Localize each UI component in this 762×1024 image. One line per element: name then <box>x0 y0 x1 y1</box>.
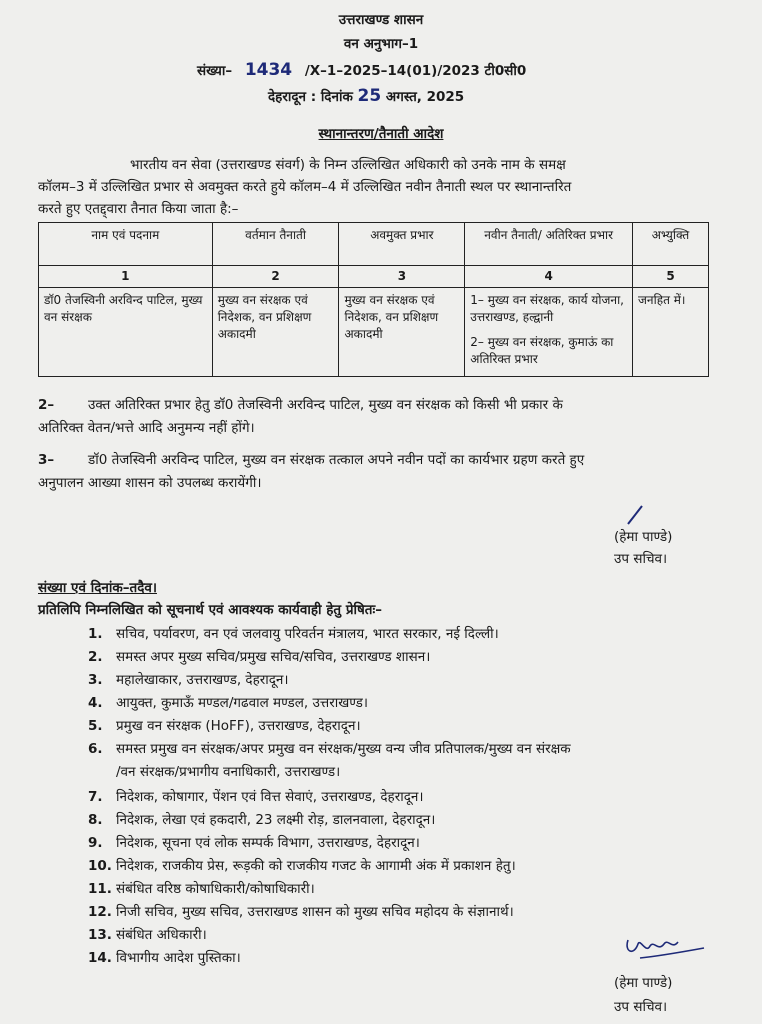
list-item: 5. प्रमुख वन संरक्षक (HoFF), उत्तराखण्ड, देहरादून। <box>88 718 361 734</box>
list-item: 11. संबंधित वरिष्ठ कोषाधिकारी/कोषाधिकारी। <box>88 881 315 897</box>
table-row <box>39 288 709 377</box>
copy-heading: प्रतिलिपि निम्नलिखित को सूचनार्थ एवं आवश्यक कार्यवाही हेतु प्रेषितः– <box>38 602 382 618</box>
column-number: 4 <box>465 266 633 288</box>
signatory-designation: उप सचिव। <box>614 551 668 567</box>
signature-mark <box>624 502 648 528</box>
list-item: 14. विभागीय आदेश पुस्तिका। <box>88 950 241 966</box>
column-number: 2 <box>212 266 339 288</box>
intro-line-1: भारतीय वन सेवा (उत्तराखण्ड संवर्ग) के निम्न उल्लिखित अधिकारी को उनके नाम के समक्ष <box>130 157 566 173</box>
list-item: 6. समस्त प्रमुख वन संरक्षक/अपर प्रमुख वन संरक्षक/मुख्य वन्य जीव प्रतिपालक/मुख्य वन संरक्षक <box>88 741 571 757</box>
para2-line-1: उक्त अतिरिक्त प्रभार हेतु डॉ0 तेजस्विनी अरविन्द पाटिल, मुख्य वन संरक्षक को किसी भी प्रकार के <box>88 397 563 413</box>
place-date-prefix: देहरादून : दिनांक <box>268 89 353 105</box>
remark-cell: जनहित में। <box>633 288 709 377</box>
header-cell: नाम एवं पदनाम <box>39 223 213 266</box>
new-posting-cell <box>465 288 633 377</box>
new-posting-1: 1– मुख्य वन संरक्षक, कार्य योजना, उत्तराखण्ड, हल्द्वानी <box>470 293 624 324</box>
signatory-name: (हेमा पाण्डे) <box>614 975 673 991</box>
ref-suffix: /X–1–2025–14(01)/2023 टी0सी0 <box>304 63 527 79</box>
list-item: 12. निजी सचिव, मुख्य सचिव, उत्तराखण्ड शासन को मुख्य सचिव महोदय के संज्ञानार्थ। <box>88 904 514 920</box>
date-day: 25 <box>357 86 382 106</box>
column-number: 3 <box>339 266 465 288</box>
header-cell: नवीन तैनाती/ अतिरिक्त प्रभार <box>465 223 633 266</box>
header-cell: वर्तमान तैनाती <box>212 223 339 266</box>
list-item: 2. समस्त अपर मुख्य सचिव/प्रमुख सचिव/सचिव, उत्तराखण्ड शासन। <box>88 649 431 665</box>
copy-reference: संख्या एवं दिनांक–तदैव। <box>38 580 157 596</box>
table-header-row <box>39 223 709 266</box>
list-item: 9. निदेशक, सूचना एवं लोक सम्पर्क विभाग, उत्तराखण्ड, देहरादून। <box>88 835 420 851</box>
ref-number: 1434 <box>244 60 293 80</box>
para3-line-1: डॉ0 तेजस्विनी अरविन्द पाटिल, मुख्य वन संरक्षक तत्काल अपने नवीन पदों का कार्यभार ग्रहण करते हुए <box>88 452 585 468</box>
list-item: 4. आयुक्त, कुमाऊँ मण्डल/गढवाल मण्डल, उत्तराखण्ड। <box>88 695 369 711</box>
header-cell: अवमुक्त प्रभार <box>339 223 465 266</box>
signatory-designation: उप सचिव। <box>614 999 668 1015</box>
para2-line-2: अतिरिक्त वेतन/भत्ते आदि अनुमन्य नहीं होंगे। <box>38 420 255 436</box>
place-date-line <box>268 86 464 106</box>
table-number-row <box>39 266 709 288</box>
relieved-charge-cell: मुख्य वन संरक्षक एवं निदेशक, वन प्रशिक्षण अकादमी <box>339 288 465 377</box>
list-item: 1. सचिव, पर्यावरण, वन एवं जलवायु परिवर्तन मंत्रालय, भारत सरकार, नई दिल्ली। <box>88 626 499 642</box>
new-posting-2: 2– मुख्य वन संरक्षक, कुमाऊं का अतिरिक्त प्रभार <box>470 335 614 366</box>
officer-name-cell: डॉ0 तेजस्विनी अरविन्द पाटिल, मुख्य वन संरक्षक <box>39 288 213 377</box>
para3-number: 3– <box>38 452 55 468</box>
reference-line <box>197 60 526 80</box>
signatory-name: (हेमा पाण्डे) <box>614 529 673 545</box>
current-posting-cell: मुख्य वन संरक्षक एवं निदेशक, वन प्रशिक्षण अकादमी <box>212 288 339 377</box>
intro-line-3: करते हुए एतद्द्वारा तैनात किया जाता है:– <box>38 201 239 217</box>
intro-line-2: कॉलम–3 में उल्लिखित प्रभार से अवमुक्त करते हुये कॉलम–4 में उल्लिखित नवीन तैनाती स्थल पर स्थानान्तरित <box>38 179 572 195</box>
list-item: 10. निदेशक, राजकीय प्रेस, रूड़की को राजकीय गजट के आगामी अंक में प्रकाशन हेतु। <box>88 858 516 874</box>
list-item: 13. संबंधित अधिकारी। <box>88 927 207 943</box>
para3-line-2: अनुपालन आख्या शासन को उपलब्ध करायेंगी। <box>38 475 262 491</box>
column-number: 5 <box>633 266 709 288</box>
ref-label: संख्या– <box>197 63 233 79</box>
list-item: 8. निदेशक, लेखा एवं हकदारी, 23 लक्ष्मी रोड़, डालनवाला, देहरादून। <box>88 812 436 828</box>
para2-number: 2– <box>38 397 55 413</box>
column-number: 1 <box>39 266 213 288</box>
section-heading: वन अनुभाग–1 <box>343 36 419 52</box>
list-item: 7. निदेशक, कोषागार, पेंशन एवं वित्त सेवाएं, उत्तराखण्ड, देहरादून। <box>88 789 424 805</box>
govt-heading: उत्तराखण्ड शासन <box>338 12 424 28</box>
list-item-continuation: /वन संरक्षक/प्रभागीय वनाधिकारी, उत्तराखण्ड। <box>116 764 341 780</box>
date-month-year: अगस्त, 2025 <box>385 89 465 105</box>
list-item: 3. महालेखाकार, उत्तराखण्ड, देहरादून। <box>88 672 289 688</box>
header-cell: अभ्युक्ति <box>633 223 709 266</box>
transfer-table <box>38 222 709 377</box>
order-subject: स्थानान्तरण/तैनाती आदेश <box>318 126 444 142</box>
handwritten-signature <box>620 930 710 964</box>
